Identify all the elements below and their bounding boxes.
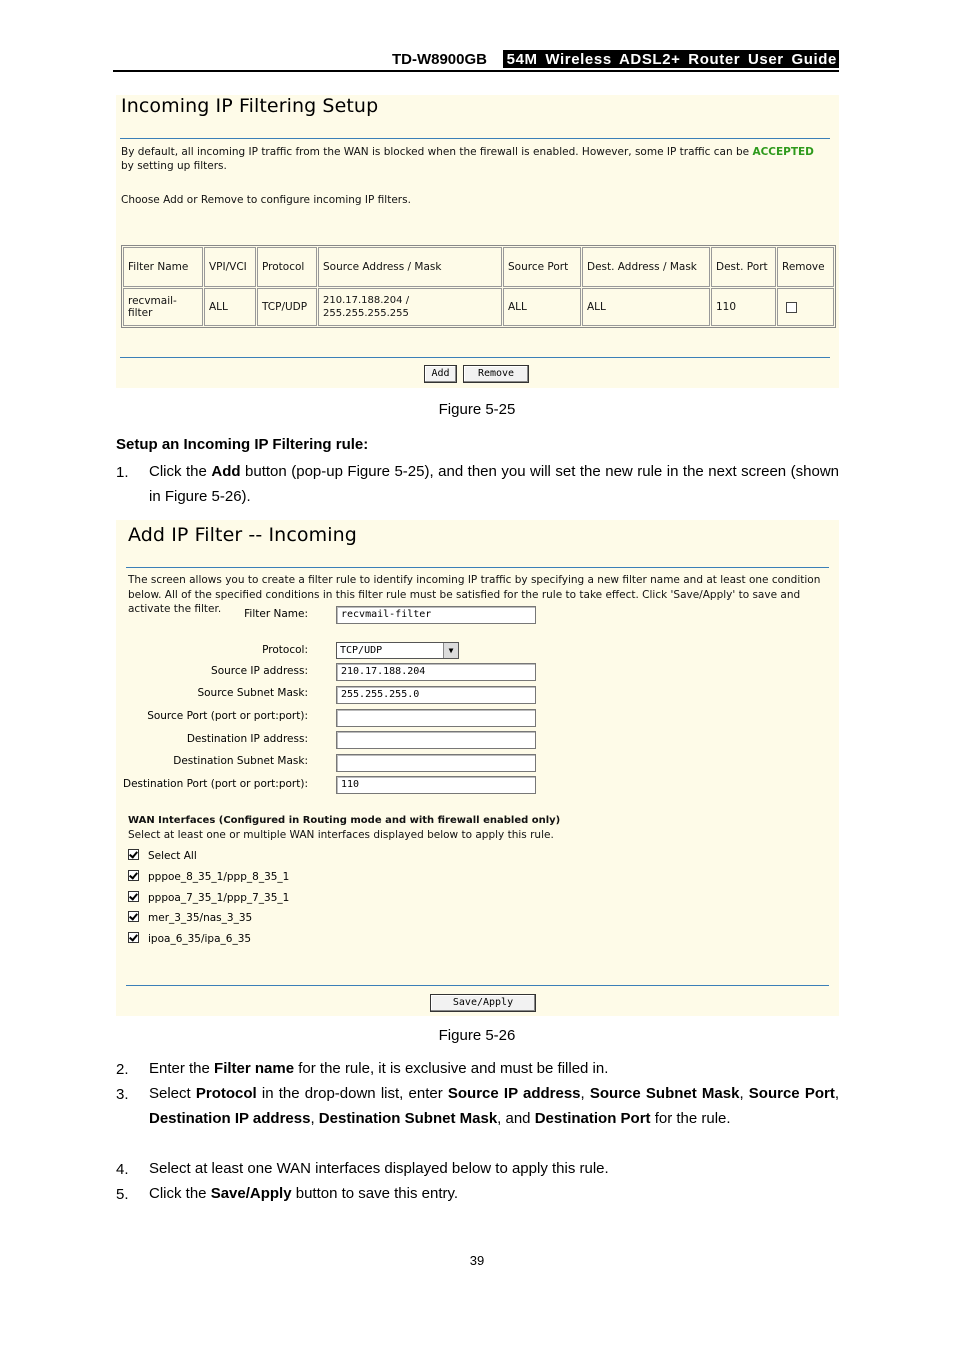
panel-title: Add IP Filter -- Incoming — [128, 524, 357, 546]
protocol-select[interactable] — [336, 642, 459, 659]
checkbox-label: mer_3_35/nas_3_35 — [148, 912, 253, 924]
divider — [120, 357, 830, 358]
text: , — [580, 1085, 590, 1102]
source-ip-input[interactable]: 210.17.188.204 — [336, 663, 536, 681]
divider — [126, 567, 829, 568]
panel-description: The screen allows you to create a filter rule to identify incoming IP traffic by specifying a new filter name and at least one condition below. All of the specified conditions in this filter rule must be satisfied for the rule to take effect. Click 'Save/Apply' to save and activate the filter. — [128, 574, 821, 615]
wan-interface-item[interactable] — [128, 932, 251, 945]
wan-interfaces-header — [128, 814, 560, 842]
figure-caption: Figure 5-25 — [438, 401, 516, 418]
bold-text: Destination Subnet Mask — [318, 1110, 498, 1127]
bold-text: Save/Apply — [210, 1185, 292, 1202]
setup-heading: Setup an Incoming IP Filtering rule: — [116, 436, 369, 453]
source-port-label: Source Port (port or port:port): — [147, 710, 308, 722]
checkbox-label: Select All — [148, 850, 197, 862]
save-apply-button[interactable]: Save/Apply — [430, 994, 536, 1012]
checkbox-label: pppoa_7_35_1/ppp_7_35_1 — [148, 892, 290, 904]
cell-dest-port: 110 — [711, 288, 776, 326]
cell-filter-name: recvmail-filter — [123, 288, 203, 326]
remove-button[interactable]: Remove — [463, 365, 529, 383]
bold-text: Add — [211, 463, 241, 480]
wan-subtitle: Select at least one or multiple WAN interfaces displayed below to apply this rule. — [128, 829, 554, 841]
col-protocol: Protocol — [257, 247, 317, 287]
text: , and — [497, 1110, 535, 1127]
step-2-text — [149, 1056, 839, 1081]
bold-text: Destination Port — [534, 1110, 651, 1127]
wan-interface-item[interactable] — [128, 870, 289, 883]
checkbox-checked-icon[interactable] — [128, 932, 139, 943]
checkbox-label: pppoe_8_35_1/ppp_8_35_1 — [148, 871, 290, 883]
divider — [120, 138, 830, 139]
text: Click the — [149, 463, 212, 480]
desc-text: By default, all incoming IP traffic from the WAN is blocked when the firewall is enabled. However, some IP traffic can be — [121, 146, 753, 158]
cell-source-port: ALL — [503, 288, 581, 326]
text: Select — [149, 1085, 196, 1102]
col-source-port: Source Port — [503, 247, 581, 287]
header-model: TD-W8900GB — [391, 51, 487, 68]
page-header — [113, 50, 839, 72]
checkbox-checked-icon[interactable] — [128, 870, 139, 881]
text: in the drop-down list, enter — [256, 1085, 448, 1102]
step-number: 2. — [116, 1061, 129, 1078]
text: , — [739, 1085, 749, 1102]
col-source-address: Source Address / Mask — [318, 247, 502, 287]
source-mask-input[interactable]: 255.255.255.0 — [336, 686, 536, 704]
dest-port-input[interactable]: 110 — [336, 776, 536, 794]
cell-remove — [777, 288, 834, 326]
dest-port-label: Destination Port (port or port:port): — [123, 778, 308, 790]
protocol-label: Protocol: — [262, 644, 308, 656]
choose-instruction: Choose Add or Remove to configure incoming IP filters. — [121, 194, 411, 206]
dest-mask-label: Destination Subnet Mask: — [173, 755, 308, 767]
text: for the rule. — [650, 1110, 731, 1127]
bold-text: Filter name — [214, 1060, 295, 1077]
text: , — [310, 1110, 319, 1127]
checkbox-checked-icon[interactable] — [128, 891, 139, 902]
table-row — [123, 288, 834, 326]
add-ip-filter-panel — [116, 520, 839, 1016]
bold-text: Destination IP address — [149, 1110, 311, 1127]
remove-checkbox[interactable] — [786, 302, 797, 313]
step-number: 3. — [116, 1086, 129, 1103]
text: button to save this entry. — [291, 1185, 459, 1202]
cell-dest-address: ALL — [582, 288, 710, 326]
accepted-highlight: ACCEPTED — [752, 146, 814, 158]
col-vpi-vci: VPI/VCI — [204, 247, 256, 287]
incoming-ip-filtering-panel — [116, 95, 839, 388]
col-dest-address: Dest. Address / Mask — [582, 247, 710, 287]
step-number: 4. — [116, 1161, 129, 1178]
filter-name-input[interactable]: recvmail-filter — [336, 606, 536, 624]
table-header-row — [123, 247, 834, 287]
source-mask-label: Source Subnet Mask: — [197, 687, 308, 699]
bold-text: Source Port — [748, 1085, 835, 1102]
page-number: 39 — [469, 1253, 485, 1268]
desc-text-end: by setting up filters. — [121, 160, 227, 172]
figure-caption: Figure 5-26 — [438, 1027, 516, 1044]
step-5-text — [149, 1181, 839, 1206]
cell-vpi-vci: ALL — [204, 288, 256, 326]
filter-name-label: Filter Name: — [244, 608, 308, 620]
step-3-text — [149, 1081, 839, 1131]
text: Click the — [149, 1185, 211, 1202]
dropdown-arrow-icon[interactable]: ▼ — [443, 643, 458, 658]
wan-title: WAN Interfaces (Configured in Routing mode and with firewall enabled only) — [128, 815, 561, 826]
cell-protocol: TCP/UDP — [257, 288, 317, 326]
filters-table — [121, 245, 836, 328]
checkbox-checked-icon[interactable] — [128, 849, 139, 860]
add-button[interactable]: Add — [424, 365, 457, 383]
checkbox-label: ipoa_6_35/ipa_6_35 — [148, 933, 252, 945]
source-ip-label: Source IP address: — [211, 665, 308, 677]
step-number: 5. — [116, 1186, 129, 1203]
panel-description — [121, 145, 821, 173]
text: , — [834, 1085, 839, 1102]
cell-source-address: 210.17.188.204 / 255.255.255.255 — [318, 288, 502, 326]
col-dest-port: Dest. Port — [711, 247, 776, 287]
source-port-input[interactable] — [336, 709, 536, 727]
wan-interface-item[interactable] — [128, 911, 252, 924]
panel-title: Incoming IP Filtering Setup — [121, 95, 379, 117]
header-guide-title: 54M Wireless ADSL2+ Router User Guide — [503, 50, 839, 68]
text: for the rule, it is exclusive and must be filled in. — [294, 1060, 609, 1077]
dest-ip-input[interactable] — [336, 731, 536, 749]
step-number: 1. — [116, 464, 129, 481]
checkbox-checked-icon[interactable] — [128, 911, 139, 922]
divider — [126, 985, 829, 986]
step-4-text: Select at least one WAN interfaces displayed below to apply this rule. — [149, 1160, 609, 1177]
dest-ip-label: Destination IP address: — [186, 733, 308, 745]
step-1-text — [149, 459, 839, 509]
dest-mask-input[interactable] — [336, 754, 536, 772]
col-remove: Remove — [777, 247, 834, 287]
bold-text: Source IP address — [447, 1085, 581, 1102]
bold-text: Protocol — [195, 1085, 257, 1102]
wan-select-all[interactable] — [128, 849, 197, 862]
text: button (pop-up Figure 5-25), and then you will set the new rule in the next screen (shown in Figure 5-26). — [149, 463, 840, 505]
text: Enter the — [149, 1060, 215, 1077]
protocol-value: TCP/UDP — [340, 645, 383, 656]
bold-text: Source Subnet Mask — [589, 1085, 740, 1102]
wan-interface-item[interactable] — [128, 891, 289, 904]
col-filter-name: Filter Name — [123, 247, 203, 287]
